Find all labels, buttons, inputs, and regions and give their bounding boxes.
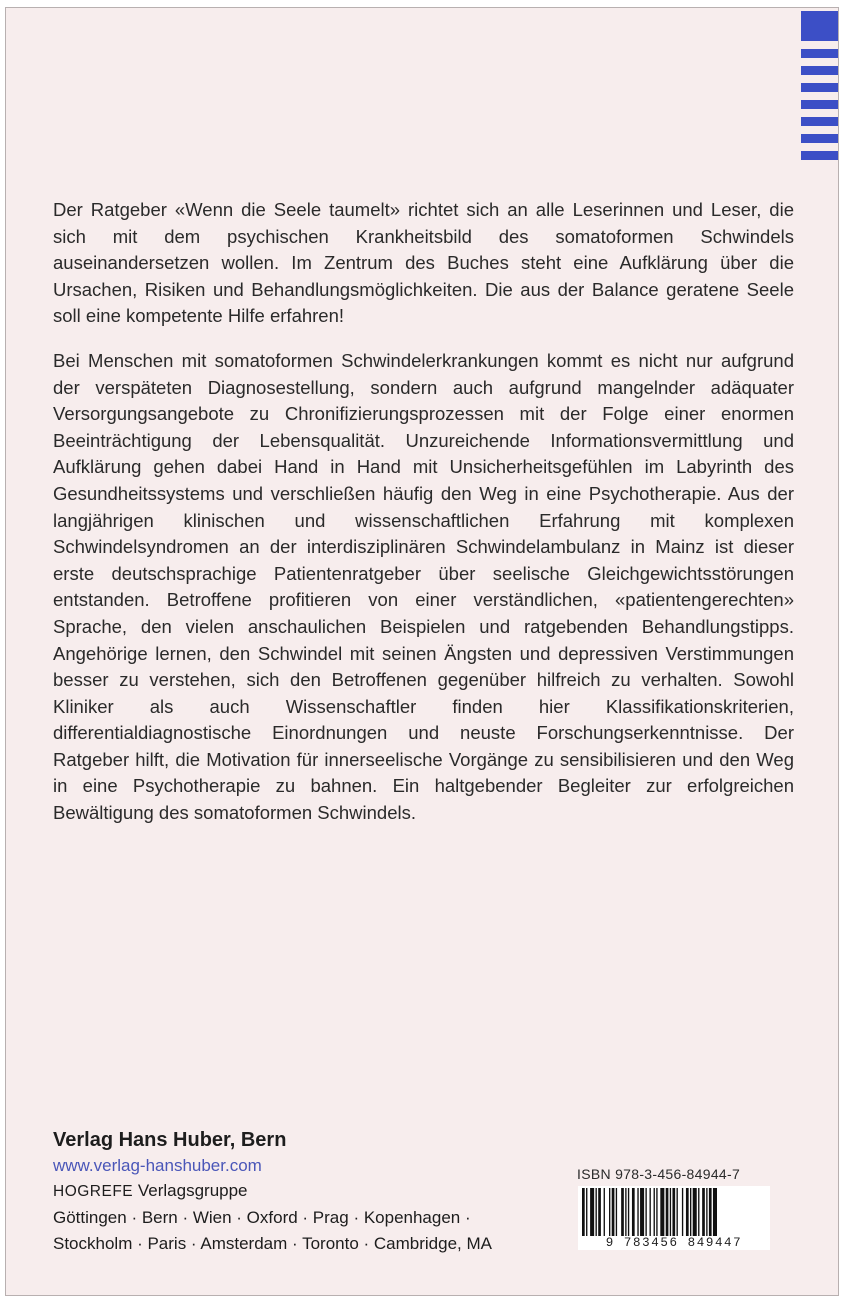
barcode-bar [609, 1188, 610, 1236]
stripe [801, 151, 838, 160]
barcode-bar [625, 1188, 626, 1236]
barcode-bar [640, 1188, 644, 1236]
barcode-bar [582, 1188, 585, 1236]
barcode-bar [645, 1188, 646, 1236]
barcode-bar [598, 1188, 601, 1236]
barcode-bar [586, 1188, 587, 1236]
barcode-bar [590, 1188, 594, 1236]
barcode-bar [693, 1188, 697, 1236]
barcode-bar [637, 1188, 638, 1236]
barcode-bar [686, 1188, 689, 1236]
barcode-bar [621, 1188, 624, 1236]
publisher-name: Verlag Hans Huber, Bern [53, 1129, 287, 1151]
book-back-cover [5, 7, 839, 1296]
barcode-bar [628, 1188, 629, 1236]
barcode-bar [706, 1188, 707, 1236]
publisher-cities-line-1: Göttingen · Bern · Wien · Oxford · Prag · Kopenhagen · [53, 1208, 471, 1227]
barcode-bar [698, 1188, 699, 1236]
barcode-bar [650, 1188, 651, 1236]
publisher-cities-line-2: Stockholm · Paris · Amsterdam · Toronto · Cambridge, MA [53, 1234, 492, 1253]
barcode-bar [604, 1188, 605, 1236]
barcode-bar [612, 1188, 615, 1236]
barcode-bar [660, 1188, 664, 1236]
blurb-text [53, 197, 794, 845]
barcode-bar [702, 1188, 705, 1236]
barcode-bar [654, 1188, 655, 1236]
barcode-bar [682, 1188, 683, 1236]
publisher-url[interactable]: www.verlag-hanshuber.com [53, 1156, 262, 1175]
stripe [801, 134, 838, 143]
publisher-group [53, 1178, 492, 1205]
barcode-bars [578, 1186, 770, 1238]
barcode-bar [672, 1188, 675, 1236]
barcode-bar [616, 1188, 617, 1236]
publisher-group-caps: HOGREFE [53, 1183, 134, 1200]
barcode-bar [666, 1188, 669, 1236]
decorative-stripes [801, 11, 838, 168]
stripe [801, 66, 838, 75]
stripe [801, 117, 838, 126]
barcode-bar [656, 1188, 657, 1236]
blurb-paragraph-1: Der Ratgeber «Wenn die Seele taumelt» richtet sich an alle Leserinnen und Leser, die sich mit dem psychischen Krankheitsbild des somatoformen Schwindels auseinandersetzen wollen. Im Zentrum des Buches steht eine Aufklärung über die Ursachen, Risiken und Behandlungsmöglichkeiten. Die aus der Balance geratene Seele soll eine kompetente Hilfe erfahren! [53, 199, 794, 327]
barcode [578, 1186, 770, 1250]
blurb-paragraph-2: Bei Menschen mit somatoformen Schwindelerkrankungen kommt es nicht nur aufgrund der verspäteten Diagnosestellung, sondern auch aufgrund mangelnder adäquater Versorgungsangebote zu Chronifizierungsprozessen mit der Folge einer enormen Beeinträchtigung der Lebensqualität. Unzureichende Informationsvermittlung und Aufklärung gehen dabei Hand in Hand mit Unsicherheitsgefühlen im Labyrinth des Gesundheitssystems und verschließen häufig den Weg in eine Psychotherapie. Aus der langjährigen klinischen und wissenschaftlichen Erfahrung mit komplexen Schwindelsyndromen an der interdisziplinären Schwindelambulanz in Mainz ist dieser erste deutschsprachige Patientenratgeber über seelische Gleichgewichtsstörungen entstanden. Betroffene profitieren von einer verständlichen, «patientengerechten» Sprache, den vielen anschaulichen Beispielen und ratgebenden Behandlungstipps. Angehörige lernen, den Schwindel mit seinen Ängsten und depressiven Verstimmungen besser zu verstehen, sich den Betroffenen gegenüber hilfreich zu verhalten. Sowohl Kliniker als auch Wissenschaftler finden hier Klassifikationskriterien, differentialdiagnostische Einordnungen und neuste Forschungserkenntnisse. Der Ratgeber hilft, die Motivation für innerseelische Vorgänge zu sensibilisieren und den Weg in eine Psychotherapie zu bahnen. Ein haltgebender Begleiter zur erfolgreichen Bewältigung des somatoformen Schwindels. [53, 349, 794, 824]
publisher-block [53, 1126, 492, 1257]
stripe [801, 11, 838, 41]
barcode-bar [596, 1188, 597, 1236]
barcode-digits: 9 783456 849447 [578, 1236, 770, 1250]
barcode-bar [677, 1188, 678, 1236]
publisher-group-rest: Verlagsgruppe [133, 1181, 248, 1200]
stripe [801, 100, 838, 109]
barcode-bar [709, 1188, 712, 1236]
barcode-bar [713, 1188, 717, 1236]
barcode-bar [690, 1188, 691, 1236]
stripe [801, 83, 838, 92]
barcode-bar [632, 1188, 635, 1236]
stripe [801, 49, 838, 58]
barcode-bar [670, 1188, 671, 1236]
isbn-label: ISBN 978-3-456-84944-7 [577, 1166, 741, 1182]
